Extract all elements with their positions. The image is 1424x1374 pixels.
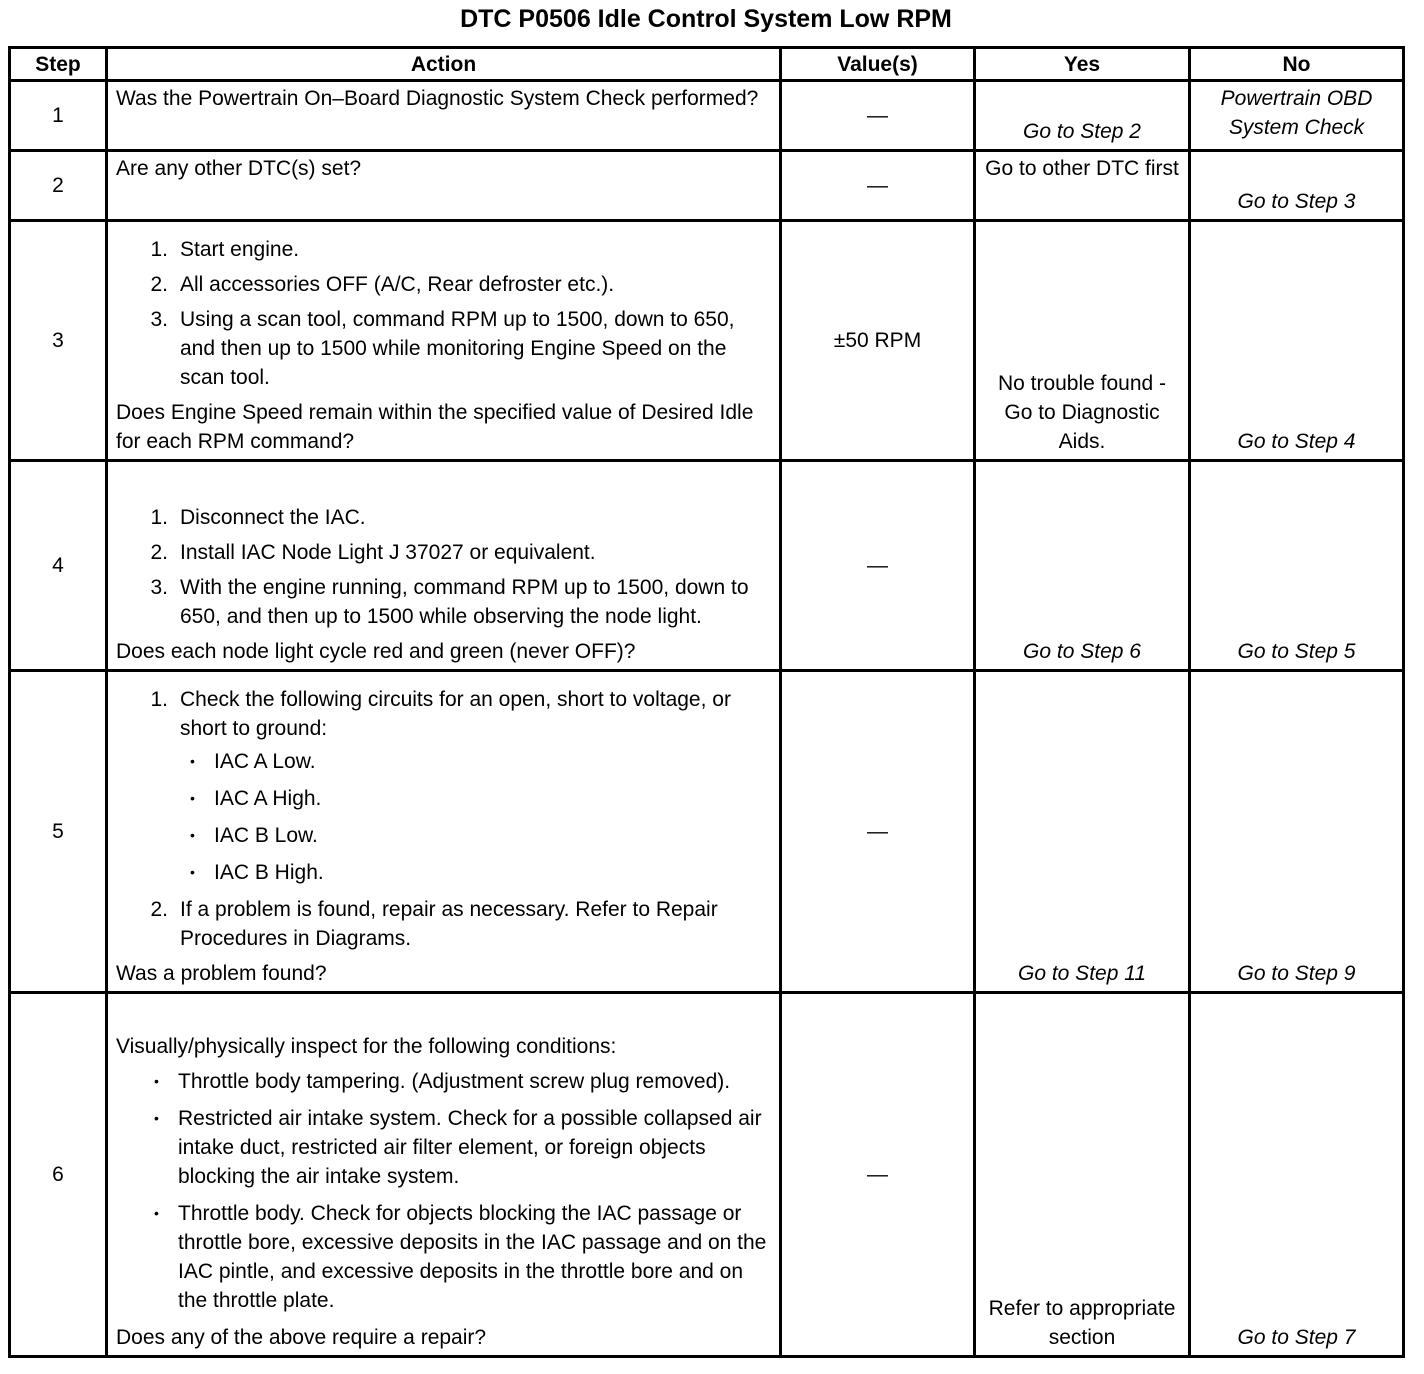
value-cell: — (781, 993, 975, 1357)
action-text: Are any other DTC(s) set? (107, 151, 781, 221)
question-text: Was a problem found? (116, 962, 327, 985)
table-row (10, 461, 1404, 671)
step-number: 1 (10, 81, 107, 151)
yes-cell: Go to other DTC first (975, 151, 1190, 221)
list-item: 1. Check the following circuits for an open, short to voltage, or short to ground: • IAC A Low. • IAC A High. • IAC B Low. • IAC B High. (116, 685, 771, 887)
condition-item: • Restricted air intake system. Check for a possible collapsed air intake duct, restricted air filter element, or foreign objects blocking the air intake system. (116, 1104, 771, 1191)
list-item: 2. All accessories OFF (A/C, Rear defroster etc.). (150, 273, 615, 296)
page-title: DTC P0506 Idle Control System Low RPM (460, 5, 952, 33)
step-number: 2 (10, 151, 107, 221)
list-item: 2. Install IAC Node Light J 37027 or equivalent. (150, 541, 596, 564)
action-steps (116, 235, 771, 392)
question-text: Does any of the above require a repair? (116, 1326, 487, 1349)
action-cell (107, 993, 781, 1357)
yes-cell: Go to Step 11 (975, 671, 1190, 993)
header-step: Step (10, 48, 107, 81)
question-text: Does Engine Speed remain within the specified value of Desired Idle for each RPM command? (116, 401, 754, 453)
no-cell: Go to Step 5 (1190, 461, 1404, 671)
header-yes: Yes (975, 48, 1190, 81)
list-item: 1. Disconnect the IAC. (150, 506, 366, 529)
list-item: 3. With the engine running, command RPM up to 1500, down to 650, and then up to 1500 while observing the node light. (150, 576, 749, 628)
condition-item: • Throttle body. Check for objects blocking the IAC passage or throttle bore, excessive deposits in the IAC passage and on the IAC pintle, and excessive deposits in the throttle bore and on the throttle plate. (116, 1199, 771, 1315)
value-cell: — (781, 81, 975, 151)
question-text: Does each node light cycle red and green (never OFF)? (116, 640, 636, 663)
table-row (10, 151, 1404, 221)
step-number: 6 (10, 993, 107, 1357)
action-text: Was the Powertrain On–Board Diagnostic System Check performed? (107, 81, 781, 151)
intro-text: Visually/physically inspect for the following conditions: (116, 1035, 617, 1058)
list-item: 3. Using a scan tool, command RPM up to 1500, down to 650, and then up to 1500 while monitoring Engine Speed on the scan tool. (150, 308, 735, 389)
circuit-item: • IAC A High. (180, 784, 771, 813)
step-number: 4 (10, 461, 107, 671)
condition-list (116, 1067, 771, 1315)
action-steps (116, 685, 771, 953)
table-row (10, 671, 1404, 993)
table-row (10, 993, 1404, 1357)
header-values: Value(s) (781, 48, 975, 81)
no-cell: Powertrain OBD System Check (1190, 81, 1404, 151)
diagnostic-table (8, 46, 1405, 1358)
table-row (10, 81, 1404, 151)
circuit-item: • IAC B Low. (180, 821, 771, 850)
no-cell: Go to Step 9 (1190, 671, 1404, 993)
value-cell: ±50 RPM (781, 221, 975, 461)
yes-cell: No trouble found - Go to Diagnostic Aids. (975, 221, 1190, 461)
yes-cell: Go to Step 2 (975, 81, 1190, 151)
yes-cell: Go to Step 6 (975, 461, 1190, 671)
list-item: 2. If a problem is found, repair as necessary. Refer to Repair Procedures in Diagrams. (150, 898, 718, 950)
yes-cell: Refer to appropriate section (975, 993, 1190, 1357)
no-cell: Go to Step 3 (1190, 151, 1404, 221)
step-number: 3 (10, 221, 107, 461)
value-cell: — (781, 151, 975, 221)
circuit-item: • IAC A Low. (180, 747, 771, 776)
circuit-list (180, 747, 771, 887)
value-cell: — (781, 671, 975, 993)
no-cell: Go to Step 7 (1190, 993, 1404, 1357)
step-number: 5 (10, 671, 107, 993)
action-steps (116, 503, 771, 631)
value-cell: — (781, 461, 975, 671)
action-cell (107, 461, 781, 671)
list-item: 1. Start engine. (150, 238, 300, 261)
circuit-item: • IAC B High. (180, 858, 771, 887)
table-row (10, 221, 1404, 461)
action-cell (107, 671, 781, 993)
header-no: No (1190, 48, 1404, 81)
action-cell (107, 221, 781, 461)
header-action: Action (107, 48, 781, 81)
condition-item: • Throttle body tampering. (Adjustment screw plug removed). (116, 1067, 771, 1096)
header-row (10, 48, 1404, 81)
no-cell: Go to Step 4 (1190, 221, 1404, 461)
